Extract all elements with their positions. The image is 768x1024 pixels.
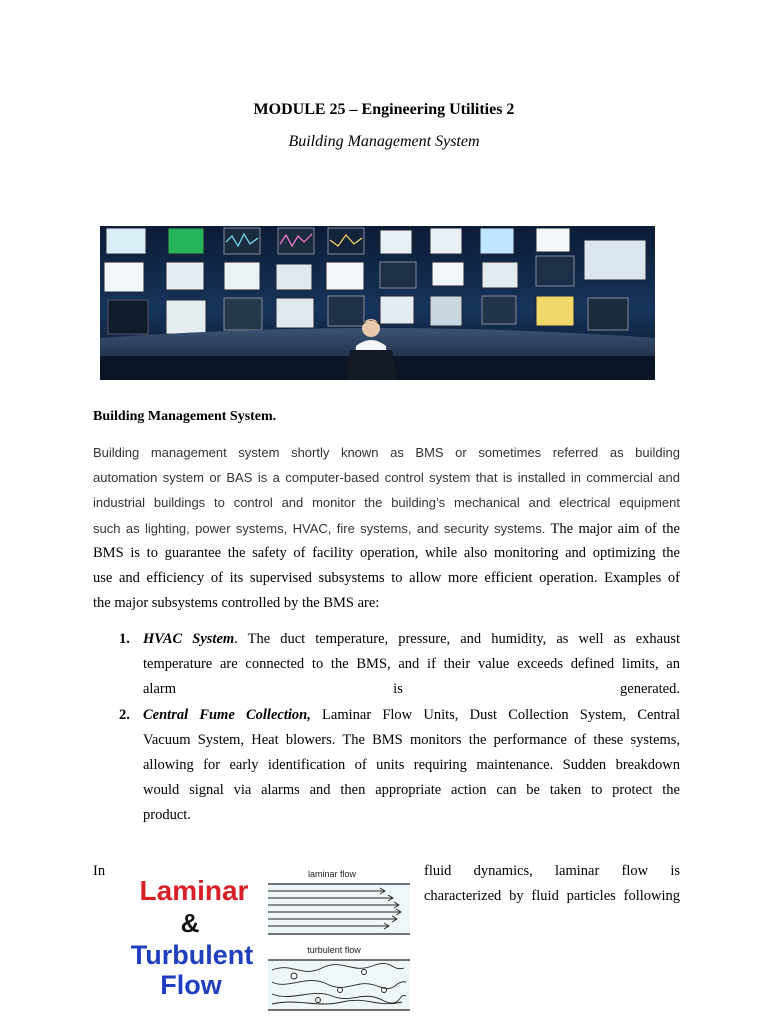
list-number-1: 1. xyxy=(119,631,130,647)
list-item-2-rest: Laminar Flow Units, Dust Collection System, Central xyxy=(310,707,681,723)
list-item-1-line-2: temperature are connected to the BMS, and if their value exceeds defined limits, an xyxy=(143,656,680,672)
flow-side-line-1: fluid dynamics, laminar flow is xyxy=(424,863,680,879)
list-item-1-line-3: alarm is generated. xyxy=(143,681,680,697)
intro-line-7: the major subsystems controlled by the BMS are: xyxy=(93,595,380,611)
list-item-2-line-3: allowing for early identification of units requiring maintenance. Sudden breakdown xyxy=(143,757,680,773)
figure-word-flow: Flow xyxy=(160,970,222,1000)
figure-label-turbulent: turbulent flow xyxy=(307,945,361,955)
list-item-2-line-4: would signal via alarms and then appropriate action can be taken to protect the xyxy=(143,782,680,798)
intro-line-3: industrial buildings to control and monitor the building’s mechanical and electrical equipment xyxy=(93,495,680,510)
intro-line-5: BMS is to guarantee the safety of facility operation, while also monitoring and optimizing the xyxy=(93,545,680,561)
flow-side-line-2: characterized by fluid particles following xyxy=(424,888,680,904)
list-item-1-term: HVAC System xyxy=(143,631,235,647)
flow-lead-word: In xyxy=(93,863,106,879)
list-item-2-line-2: Vacuum System, Heat blowers. The BMS monitors the performance of these systems, xyxy=(143,732,680,748)
list-item-2-line-5: product. xyxy=(143,807,191,823)
module-title: MODULE 25 – Engineering Utilities 2 xyxy=(253,101,515,118)
module-subtitle: Building Management System xyxy=(288,133,480,150)
control-room-photo xyxy=(100,226,655,380)
figure-word-laminar: Laminar xyxy=(139,875,249,906)
intro-line-4-serif: The major aim of the xyxy=(545,521,680,537)
list-item-1-rest: . The duct temperature, pressure, and humidity, as well as exhaust xyxy=(234,631,680,647)
section-heading: Building Management System. xyxy=(93,409,277,424)
list-item-2-line-1 xyxy=(143,707,680,724)
figure-word-amp: & xyxy=(180,908,200,938)
intro-line-4-sans: such as lighting, power systems, HVAC, fire systems, and security systems. xyxy=(93,521,546,536)
intro-line-1: Building management system shortly known as BMS or sometimes referred as building xyxy=(93,445,680,460)
list-item-1-line-1 xyxy=(143,631,680,648)
list-item-2-term: Central Fume Collection, xyxy=(143,707,311,723)
list-number-2: 2. xyxy=(119,707,130,723)
intro-line-6: use and efficiency of its supervised subsystems to allow more efficient operation. Examples of xyxy=(93,570,680,586)
intro-line-2: automation system or BAS is a computer-based control system that is installed in commercial and xyxy=(93,470,680,485)
laminar-turbulent-figure xyxy=(122,862,414,1014)
figure-word-turbulent: Turbulent xyxy=(130,940,254,970)
figure-label-laminar: laminar flow xyxy=(307,869,357,879)
intro-line-4 xyxy=(93,520,680,538)
